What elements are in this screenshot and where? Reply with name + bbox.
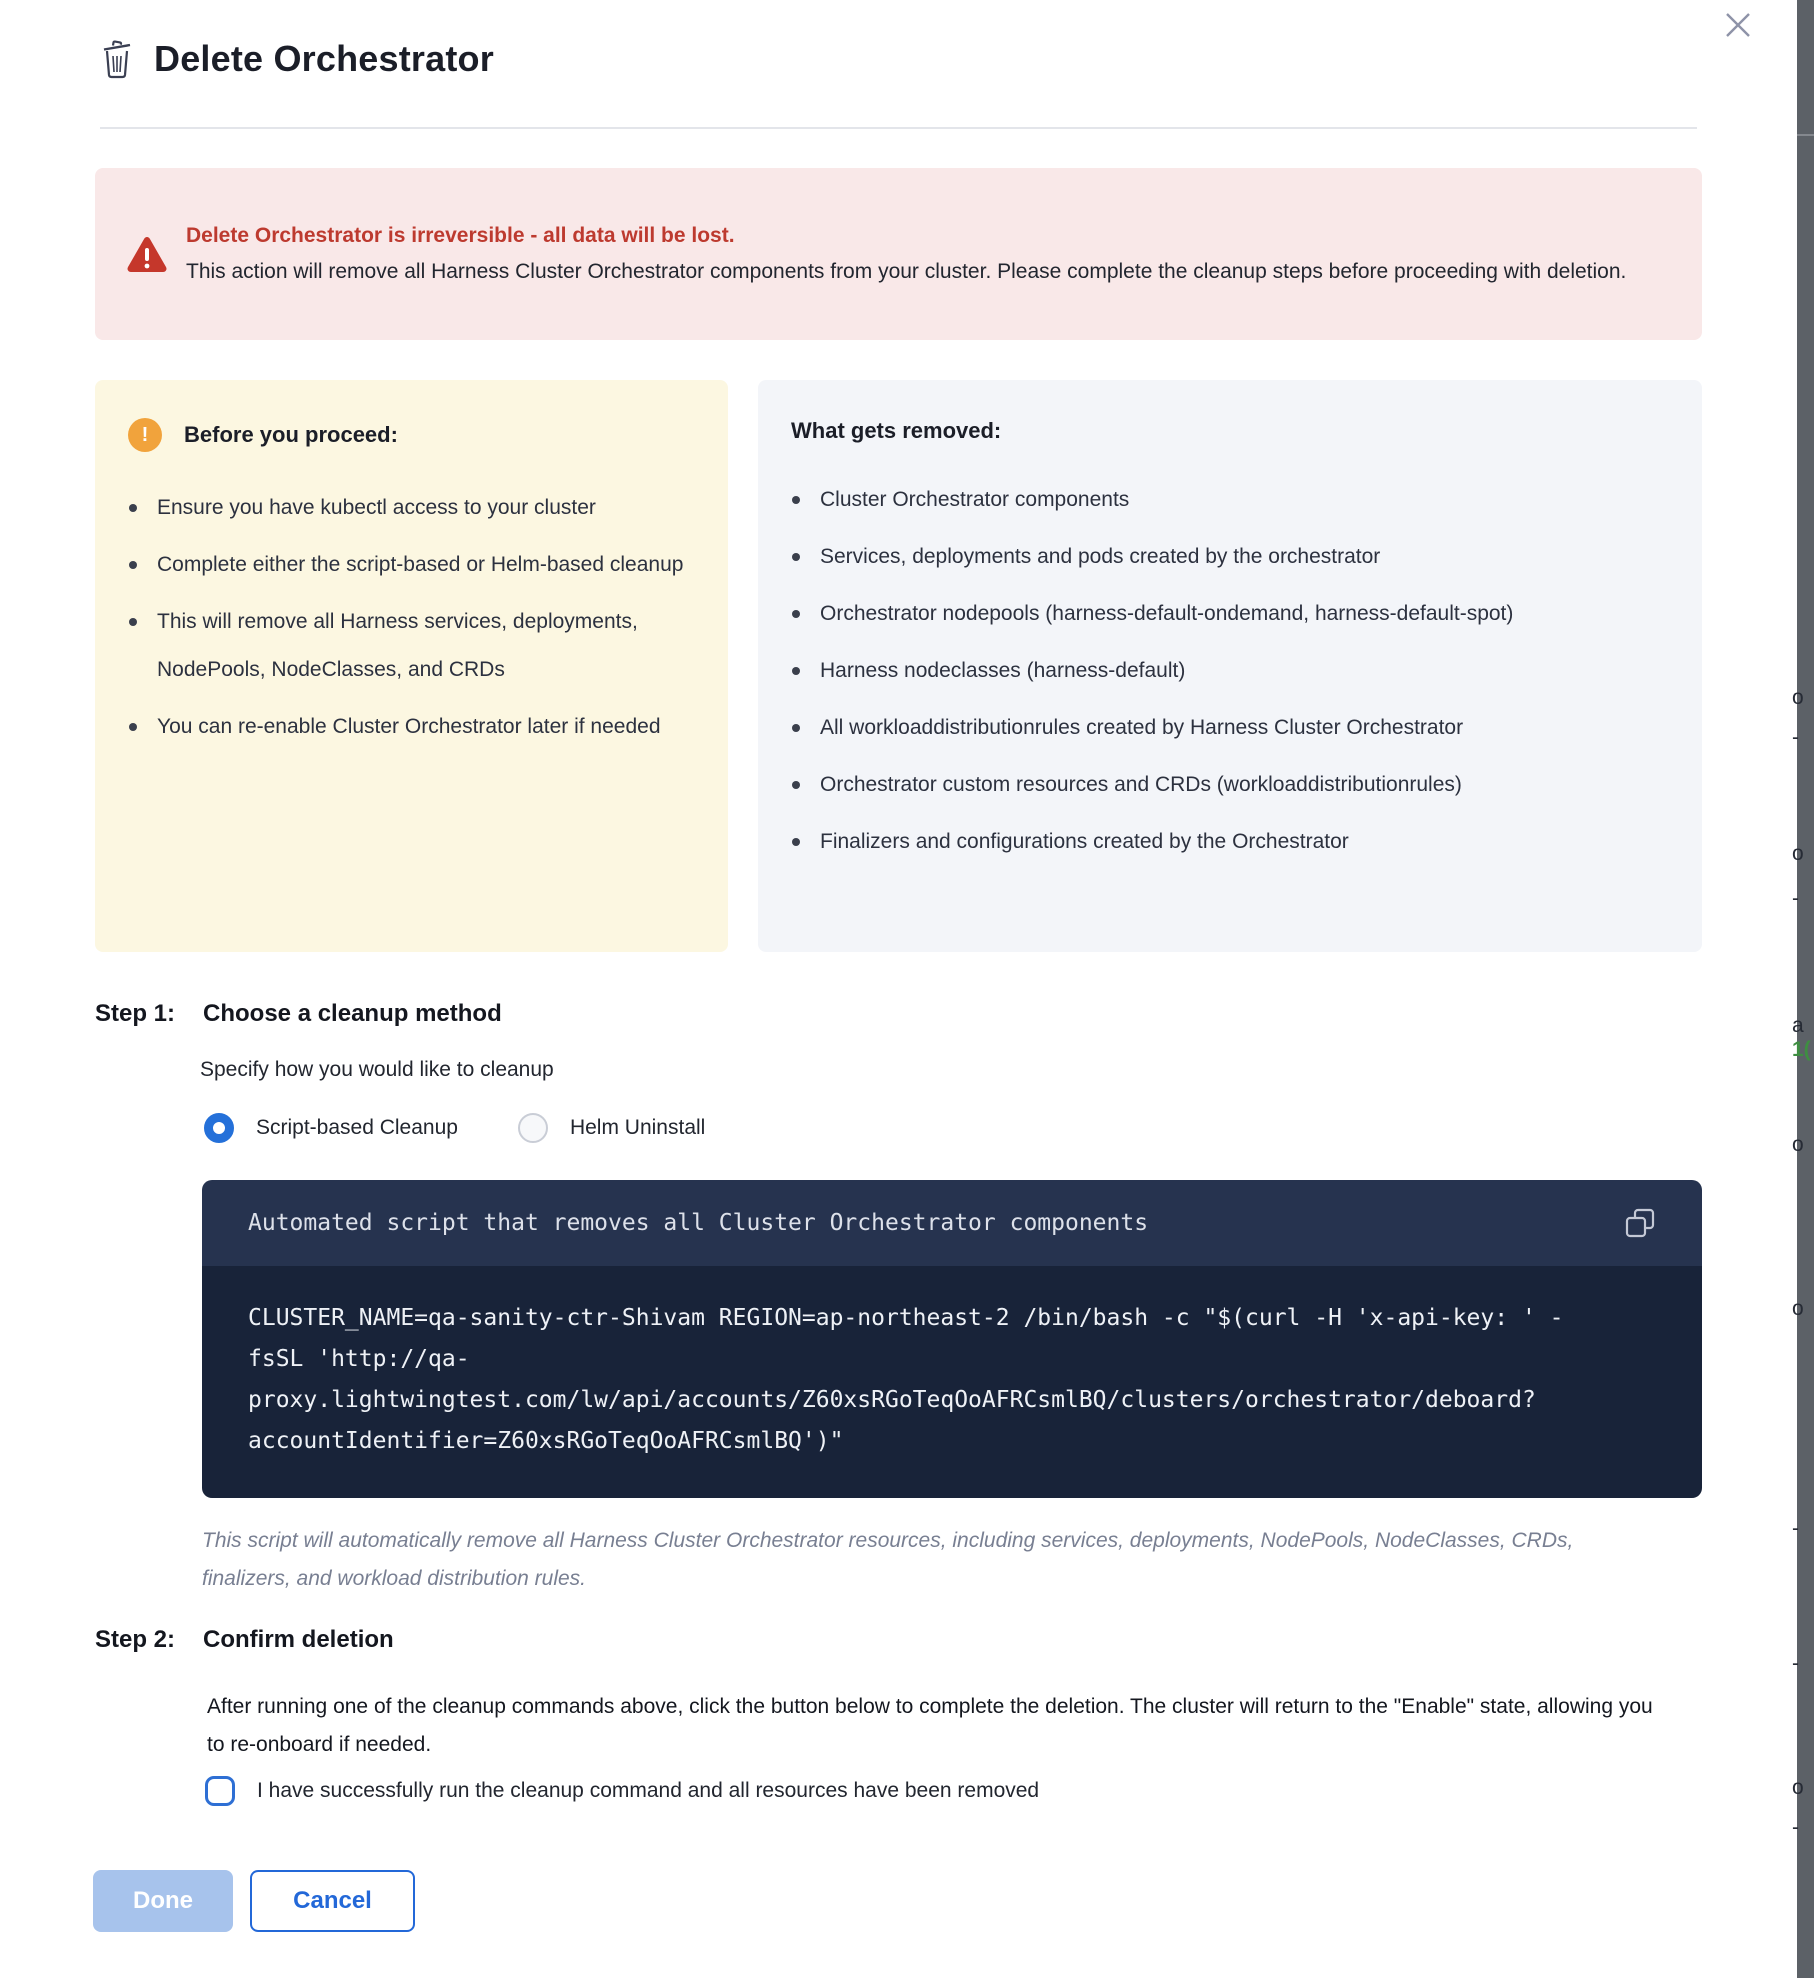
radio-unselected-icon[interactable] xyxy=(518,1113,548,1143)
radio-script-based-cleanup[interactable] xyxy=(204,1113,458,1143)
script-note: This script will automatically remove all Harness Cluster Orchestrator resources, including services, deployments, NodePools, NodeClasses, CRDs, finalizers, and workload distribution rules. xyxy=(202,1529,1574,1590)
warning-banner xyxy=(95,168,1702,340)
background-text-fragment: o xyxy=(1792,842,1804,865)
scrollbar[interactable] xyxy=(1797,0,1814,1978)
code-line: accountIdentifier=Z60xsRGoTeqOoAFRCsmlBQ')" xyxy=(248,1428,844,1454)
confirm-checkbox[interactable] xyxy=(205,1776,235,1806)
background-text-fragment: o xyxy=(1792,1133,1804,1156)
code-block-body xyxy=(202,1266,1702,1498)
radio-label: Helm Uninstall xyxy=(569,1116,706,1139)
cleanup-script-block xyxy=(202,1180,1702,1498)
list-item: You can re-enable Cluster Orchestrator later if needed xyxy=(95,703,698,751)
background-text-fragment: a xyxy=(1792,1014,1804,1037)
background-text-fragment: o xyxy=(1792,1297,1804,1320)
modal-footer xyxy=(93,1870,415,1932)
list-item: All workloaddistributionrules created by Harness Cluster Orchestrator xyxy=(758,704,1672,752)
list-item: Harness nodeclasses (harness-default) xyxy=(758,647,1672,695)
step2-description: After running one of the cleanup commands above, click the button below to complete the deletion. The cluster will return to the "Enable" state, allowing you to re-onboard if needed. xyxy=(207,1695,1653,1756)
before-you-proceed-panel xyxy=(95,380,728,952)
before-panel-heading: Before you proceed: xyxy=(184,422,398,447)
removed-panel-heading: What gets removed: xyxy=(791,418,1002,443)
list-item: Ensure you have kubectl access to your cluster xyxy=(95,484,698,532)
code-block-title: Automated script that removes all Cluster Orchestrator components xyxy=(248,1210,1149,1236)
step2-heading: Confirm deletion xyxy=(203,1626,394,1653)
step1-label: Step 1: xyxy=(95,1000,176,1027)
background-text-fragment: 1( xyxy=(1792,1038,1811,1061)
background-text-fragment: - xyxy=(1792,887,1799,910)
list-item: Orchestrator nodepools (harness-default-ondemand, harness-default-spot) xyxy=(758,590,1672,638)
modal-header xyxy=(100,38,494,80)
what-gets-removed-panel xyxy=(758,380,1702,952)
list-item: Orchestrator custom resources and CRDs (workloaddistributionrules) xyxy=(758,761,1672,809)
scrollbar-thumb-edge xyxy=(1797,134,1814,136)
background-text-fragment: - xyxy=(1792,1816,1799,1839)
banner-body: This action will remove all Harness Cluster Orchestrator components from your cluster. Please complete the cleanup steps before proceeding with deletion. xyxy=(186,259,1627,283)
background-text-fragment: o xyxy=(1792,1776,1804,1799)
done-button[interactable]: Done xyxy=(93,1870,233,1932)
code-line: CLUSTER_NAME=qa-sanity-ctr-Shivam REGION=ap-northeast-2 /bin/bash -c "$(curl -H 'x-api-key: ' - xyxy=(248,1305,1564,1331)
close-icon[interactable] xyxy=(1719,6,1757,44)
list-item: Finalizers and configurations created by the Orchestrator xyxy=(758,818,1672,866)
list-item: Complete either the script-based or Helm-based cleanup xyxy=(95,541,698,589)
code-line: fsSL 'http://qa- xyxy=(248,1346,470,1372)
step2-header xyxy=(95,1626,394,1654)
removed-panel-list xyxy=(758,476,1672,866)
step1-heading: Choose a cleanup method xyxy=(203,1000,502,1027)
trash-icon xyxy=(100,39,134,79)
step1-header xyxy=(95,1000,502,1028)
step1-subtext: Specify how you would like to cleanup xyxy=(200,1058,554,1081)
copy-icon[interactable] xyxy=(1624,1207,1656,1239)
background-text-fragment: - xyxy=(1792,1517,1799,1540)
radio-selected-icon[interactable] xyxy=(204,1113,234,1143)
background-text-fragment: o xyxy=(1792,686,1804,709)
cleanup-method-radio-group xyxy=(204,1113,705,1143)
alert-circle-icon: ! xyxy=(128,418,162,452)
banner-title: Delete Orchestrator is irreversible - all data will be lost. xyxy=(186,223,735,247)
list-item: Services, deployments and pods created by the orchestrator xyxy=(758,533,1672,581)
header-divider xyxy=(100,127,1697,129)
background-text-fragment: - xyxy=(1792,1652,1799,1675)
radio-helm-uninstall[interactable] xyxy=(518,1113,705,1143)
cancel-button[interactable]: Cancel xyxy=(250,1870,415,1932)
code-line: proxy.lightwingtest.com/lw/api/accounts/Z60xsRGoTeqOoAFRCsmlBQ/clusters/orchestrator/deboard? xyxy=(248,1387,1536,1413)
before-panel-list xyxy=(95,484,698,751)
list-item: This will remove all Harness services, deployments, NodePools, NodeClasses, and CRDs xyxy=(95,598,698,694)
confirm-cleanup-checkbox-row xyxy=(205,1776,1039,1806)
page-title: Delete Orchestrator xyxy=(154,38,494,79)
radio-label: Script-based Cleanup xyxy=(256,1116,458,1139)
background-text-fragment: - xyxy=(1792,726,1799,749)
step2-label: Step 2: xyxy=(95,1626,176,1653)
warning-triangle-icon xyxy=(126,235,168,273)
list-item: Cluster Orchestrator components xyxy=(758,476,1672,524)
code-block-header xyxy=(202,1180,1702,1266)
confirm-checkbox-label: I have successfully run the cleanup command and all resources have been removed xyxy=(257,1779,1040,1802)
